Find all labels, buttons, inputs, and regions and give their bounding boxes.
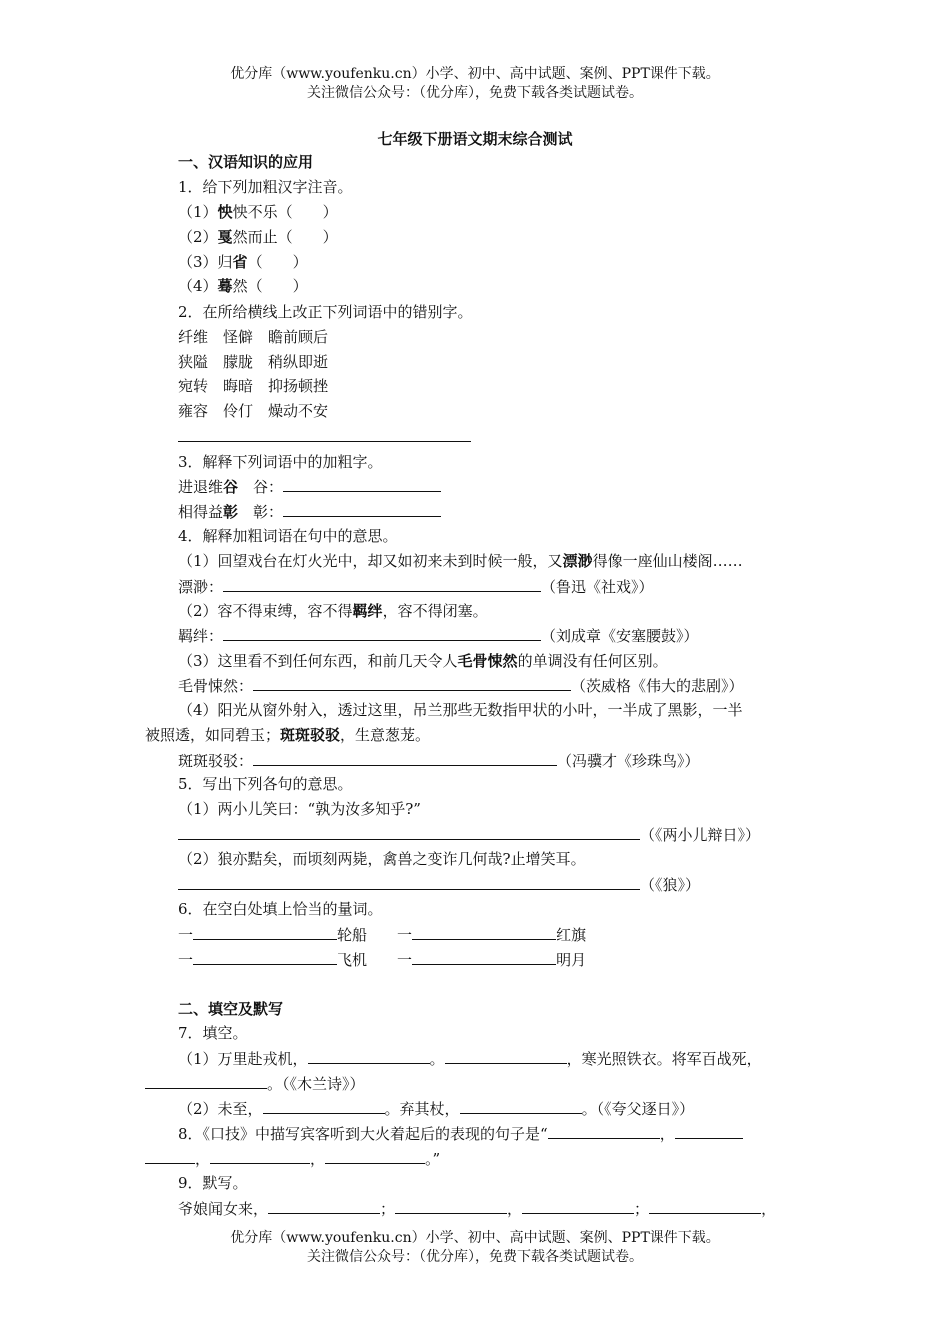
q3-blank-1[interactable]	[283, 475, 441, 492]
q3-stem: 3．解释下列词语中的加粗字。	[178, 453, 383, 471]
q5-blank-1[interactable]	[178, 823, 640, 840]
q4-item-1: （1）回望戏台在灯火光中，却又如初来未到时候一般，又漂渺得像一座仙山楼阁……	[178, 552, 743, 570]
q6-row-2: 一 飞机 一 明月	[178, 948, 586, 971]
header-line-2: 关注微信公众号：（优分库），免费下载各类试题试卷。	[307, 85, 643, 101]
q7-line-3: （2）未至， 。弃其杖， 。（《夸父逐日》）	[178, 1097, 694, 1120]
q1-item-1: （1）怏怏不乐（ ）	[178, 203, 338, 221]
page-header	[0, 65, 950, 103]
footer-line-1: 优分库（www.youfenku.cn）小学、初中、高中试题、案例、PPT课件下载。	[230, 1230, 720, 1246]
q6-blank-1[interactable]	[193, 923, 337, 940]
q4-stem: 4．解释加粗词语在句中的意思。	[178, 527, 398, 545]
q9-line-1: 爷娘闻女来， ； ， ； ，	[178, 1197, 776, 1220]
q4-item-3: （3）这里看不到任何东西，和前几天令人毛骨悚然的单调没有任何区别。	[178, 652, 668, 670]
q6-row-1: 一 轮船 一 红旗	[178, 923, 586, 946]
q5-item-2: （2）狼亦黠矣，而顷刻两毙，禽兽之变诈几何哉?止增笑耳。	[178, 850, 586, 868]
q8-blank-1[interactable]	[548, 1122, 660, 1139]
q4-blank-1[interactable]	[223, 575, 541, 592]
q6-blank-3[interactable]	[193, 948, 337, 965]
q4-answer-2: 羁绊： （刘成章《安塞腰鼓》）	[178, 624, 699, 647]
q9-blank-1[interactable]	[268, 1197, 380, 1214]
q6-stem: 6．在空白处填上恰当的量词。	[178, 900, 383, 918]
q8-line-1: 8．《口技》中描写宾客听到大火着起后的表现的句子是“ ，	[178, 1122, 743, 1145]
q4-item-2: （2）容不得束缚，容不得羁绊，容不得闭塞。	[178, 602, 488, 620]
q8-blank-2b[interactable]	[145, 1147, 195, 1164]
q4-blank-3[interactable]	[253, 674, 571, 691]
q4-blank-4[interactable]	[253, 749, 557, 766]
q4-answer-3: 毛骨悚然： （茨威格《伟大的悲剧》）	[178, 674, 744, 697]
q7-stem: 7．填空。	[178, 1024, 248, 1042]
q5-blank-2[interactable]	[178, 873, 640, 890]
q9-blank-2[interactable]	[395, 1197, 507, 1214]
q8-blank-3[interactable]	[210, 1147, 310, 1164]
q2-row-2: 狭隘 朦胧 稍纵即逝	[178, 353, 329, 371]
footer-line-2: 关注微信公众号：（优分库），免费下载各类试题试卷。	[307, 1249, 643, 1265]
q2-row-3: 宛转 晦暗 抑扬顿挫	[178, 377, 329, 395]
section-1-heading: 一、汉语知识的应用	[178, 153, 314, 171]
q7-blank-1[interactable]	[308, 1047, 430, 1064]
header-line-1: 优分库（www.youfenku.cn）小学、初中、高中试题、案例、PPT课件下载。	[230, 66, 720, 82]
q1-item-2: （2）戛然而止（ ）	[178, 228, 338, 246]
q1-item-3: （3）归省（ ）	[178, 253, 308, 271]
page-footer	[0, 1229, 950, 1267]
q7-line-1: （1）万里赴戎机， 。 ，寒光照铁衣。将军百战死，	[178, 1047, 762, 1070]
q8-line-2: ， ， 。”	[145, 1147, 440, 1170]
q3-item-2: 相得益彰 彰：	[178, 500, 441, 523]
q9-blank-4[interactable]	[649, 1197, 761, 1214]
q3-item-1: 进退维谷 谷：	[178, 475, 441, 498]
q1-stem: 1．给下列加粗汉字注音。	[178, 178, 353, 196]
q7-blank-3[interactable]	[145, 1072, 267, 1089]
q7-blank-5[interactable]	[460, 1097, 582, 1114]
section-2-heading: 二、填空及默写	[178, 1000, 284, 1018]
q6-blank-4[interactable]	[412, 948, 556, 965]
q7-line-2: 。（《木兰诗》）	[145, 1072, 365, 1095]
q8-blank-2a[interactable]	[675, 1122, 743, 1139]
q9-stem: 9．默写。	[178, 1174, 248, 1192]
q4-answer-4: 斑斑驳驳： （冯骥才《珍珠鸟》）	[178, 749, 700, 772]
q5-answer-2: （《狼》）	[178, 873, 700, 896]
q5-item-1: （1）两小儿笑曰：“孰为汝多知乎?”	[178, 800, 421, 818]
q6-blank-2[interactable]	[412, 923, 556, 940]
q7-blank-2[interactable]	[445, 1047, 567, 1064]
q5-answer-1: （《两小儿辩日》）	[178, 823, 760, 846]
q5-stem: 5．写出下列各句的意思。	[178, 775, 353, 793]
q2-row-4: 雍容 伶仃 燥动不安	[178, 402, 329, 420]
q1-item-4: （4）蓦然（ ）	[178, 277, 308, 295]
q7-blank-4[interactable]	[263, 1097, 385, 1114]
q2-stem: 2．在所给横线上改正下列词语中的错别字。	[178, 303, 473, 321]
q8-blank-4[interactable]	[325, 1147, 425, 1164]
q4-item-4-line-2: 被照透，如同碧玉；斑斑驳驳，生意葱茏。	[145, 726, 431, 744]
exam-title: 七年级下册语文期末综合测试	[377, 130, 573, 148]
q3-blank-2[interactable]	[283, 500, 441, 517]
q4-blank-2[interactable]	[223, 624, 541, 641]
q9-blank-3[interactable]	[522, 1197, 634, 1214]
q2-row-1: 纤维 怪僻 瞻前顾后	[178, 328, 329, 346]
q4-item-4-line-1: （4）阳光从窗外射入，透过这里，吊兰那些无数指甲状的小叶，一半成了黑影，一半	[178, 701, 743, 719]
q2-answer-line[interactable]	[178, 441, 471, 442]
q4-answer-1: 漂渺： （鲁迅《社戏》）	[178, 575, 654, 598]
